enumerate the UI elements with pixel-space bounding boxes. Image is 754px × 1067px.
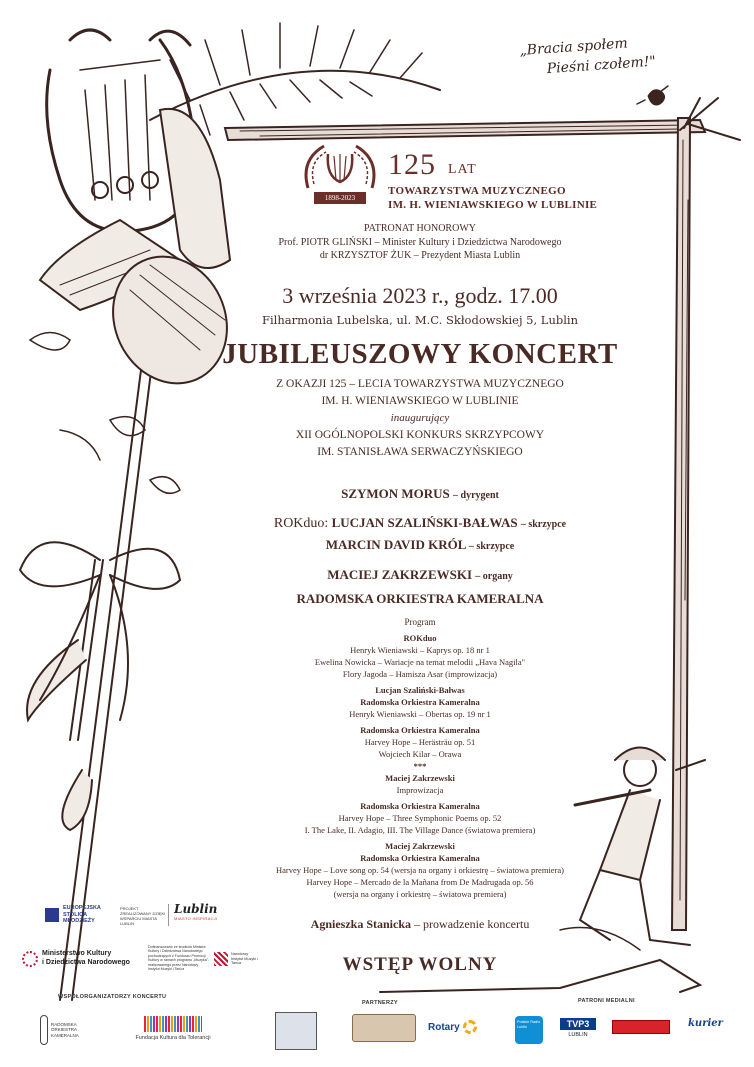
program-line: Harvey Hope – Love song op. 54 (wersja na organy i orkiestrę – światowa premiera) <box>275 865 565 875</box>
nimit-logo <box>214 952 264 966</box>
rokduo-label: ROKduo: <box>273 516 329 531</box>
nimit-icon <box>214 952 228 966</box>
subtitle-line-4: XII OGÓLNOPOLSKI KONKURS SKRZYPCOWY <box>295 429 545 441</box>
violin-2-role: – skrzypce <box>468 541 515 552</box>
ministry-line-1: Ministerstwo Kultury <box>42 950 112 957</box>
kurier-logo: kurier <box>688 1018 723 1029</box>
program-title: Program <box>404 617 436 627</box>
motto-line-1: „Bracia społem <box>518 35 629 59</box>
concert-subtitle <box>200 376 640 461</box>
media-patrons-heading: PATRONI MEDIALNI <box>578 998 635 1004</box>
coorganizers-heading: WSPÓŁORGANIZATORZY KONCERTU <box>58 994 167 1000</box>
violin-icon <box>40 1015 48 1045</box>
tvp3-logo <box>560 1018 596 1038</box>
performer-violin-1 <box>200 515 640 532</box>
program-line: ROKduo <box>403 633 437 643</box>
ministry-line-2: i Dziedzictwa Narodowego <box>42 958 130 966</box>
ministry-logo <box>22 950 142 967</box>
subtitle-line-2: IM. H. WIENIAWSKIEGO W LUBLINIE <box>321 395 519 407</box>
partner-winery-logo <box>352 1014 416 1042</box>
lublin-tagline: MIASTO INSPIRACJI <box>174 916 218 921</box>
program-line: Radomska Orkiestra Kameralna <box>360 725 480 735</box>
motto-line-2: Pieśni czołem!" <box>546 53 657 78</box>
program-line: Radomska Orkiestra Kameralna <box>360 853 480 863</box>
program-line: Maciej Zakrzewski <box>385 773 455 783</box>
roe-logo <box>40 1015 90 1045</box>
event-datetime: 3 września 2023 r., godz. 17.00 <box>282 283 558 308</box>
esk-line-1: EUROPEJSKA <box>63 905 101 911</box>
fundacja-logo <box>128 1016 218 1041</box>
fundacja-name: Fundacja Kultura dla Tolerancji <box>135 1035 211 1041</box>
roe-line-3: KAMERALNA <box>51 1032 79 1038</box>
tvp3-name: TVP3 <box>560 1018 596 1030</box>
organ-role: – organy <box>475 571 513 582</box>
program-line: (wersja na organy i orkiestrę – światowa premiera) <box>333 889 507 899</box>
program-line: Ewelina Nowicka – Wariacje na temat melodii „Hava Nagila" <box>314 657 526 667</box>
subtitle-line-3: inaugurujący <box>390 412 450 424</box>
logo-divider <box>168 904 169 926</box>
polskie-radio-logo: Polskie Radio Lublin <box>515 1016 543 1044</box>
subtitle-line-5: IM. STANISŁAWA SERWACZYŃSKIEGO <box>317 446 523 458</box>
program-line: Henryk Wieniawski – Kaprys op. 18 nr 1 <box>350 645 490 655</box>
patronage-heading: PATRONAT HONOROWY <box>364 223 476 234</box>
program-line: Lucjan Szaliński-Bałwas <box>375 685 465 695</box>
esk-line-3: MŁODZIEŻY <box>63 918 95 924</box>
anniversary-society-line-2: IM. H. WIENIAWSKIEGO W LUBLINIE <box>388 199 598 211</box>
subtitle-line-1: Z OKAZJI 125 – LECIA TOWARZYSTWA MUZYCZNEGO <box>276 378 564 390</box>
program-list <box>200 632 640 900</box>
patronage-line-2: dr KRZYSZTOF ŻUK – Prezydent Miasta Lublin <box>319 250 521 261</box>
rotary-logo <box>428 1020 477 1034</box>
concert-title: JUBILEUSZOWY KONCERT <box>222 338 618 370</box>
conductor-name: SZYMON MORUS <box>341 486 450 501</box>
program-line: I. The Lake, II. Adagio, III. The Village Dance (światowa premiera) <box>304 825 536 835</box>
tvp3-city: LUBLIN <box>568 1032 588 1038</box>
program-block <box>200 616 640 900</box>
program-line: Improwizacja <box>396 785 444 795</box>
esk-flag-icon <box>45 908 59 922</box>
rotary-name: Rotary <box>428 1021 460 1033</box>
palm-leaf-drawing <box>150 23 440 135</box>
performer-orchestra <box>200 591 640 607</box>
program-line: Wojciech Kilar – Orawa <box>378 749 462 759</box>
violin-1-role: – skrzypce <box>520 519 567 530</box>
project-city-support: PROJEKT ZREALIZOWANY DZIĘKI WSPARCIU MIASTA LUBLIN <box>120 906 166 926</box>
program-line: Radomska Orkiestra Kameralna <box>360 801 480 811</box>
event-venue: Filharmonia Lubelska, ul. M.C. Skłodowskiej 5, Lublin <box>262 313 578 327</box>
horn-bottom <box>62 770 92 830</box>
funding-note: Dofinansowano ze środków Ministra Kultury i Dziedzictwa Narodowego pochodzących z Funduszu Promocji Kultury w ramach programu „Muzyka", realizowanego przez Narodowy Instytut Muzyki i Tańca <box>148 945 209 972</box>
partner-school-logo <box>275 1012 317 1050</box>
program-line: Harvey Hope – Mercado de la Mañana from De Madrugada op. 56 <box>306 877 534 887</box>
radio-station-logo <box>612 1020 670 1034</box>
partners-heading: PARTNERZY <box>362 1000 398 1006</box>
conductor-role: – dyrygent <box>453 490 499 501</box>
esk-logo <box>45 905 115 925</box>
patronage-block <box>250 222 590 263</box>
performer-organ <box>200 567 640 583</box>
program-line: Flory Jagoda – Hamisza Asar (improwizacja) <box>342 669 498 679</box>
anniversary-number: 125 <box>388 148 436 181</box>
violin-2-name: MARCIN DAVID KRÓL <box>325 537 466 552</box>
orchestra-name: RADOMSKA ORKIESTRA KAMERALNA <box>296 591 544 606</box>
host-name: Agnieszka Stanicka <box>310 917 412 931</box>
roe-line-1: RADOMSKA <box>51 1021 77 1027</box>
violin-1-name: LUCJAN SZALIŃSKI-BAŁWAS <box>331 515 518 530</box>
program-line: Harvey Hope – Three Symphonic Poems op. 52 <box>338 813 502 823</box>
performer-conductor <box>200 486 640 502</box>
bird-drawing <box>637 86 668 105</box>
nimit-name: Narodowy Instytut Muzyki i Tańca <box>231 952 259 966</box>
program-line: Radomska Orkiestra Kameralna <box>360 697 480 707</box>
anniversary-society-line-1: TOWARZYSTWA MUZYCZNEGO <box>388 185 566 197</box>
patronage-line-1: Prof. PIOTR GLIŃSKI – Minister Kultury i Dziedzictwa Narodowego <box>278 236 562 248</box>
fundacja-bars-icon <box>144 1016 202 1032</box>
ministry-emblem-icon <box>22 951 38 967</box>
anniversary-word: LAT <box>448 162 477 177</box>
esk-line-2: STOLICA <box>63 911 88 918</box>
lublin-logo <box>174 902 234 921</box>
free-entry: WSTĘP WOLNY <box>342 954 498 975</box>
host-role: – prowadzenie koncertu <box>414 917 530 931</box>
program-line: Maciej Zakrzewski <box>385 841 455 851</box>
lublin-name: Lublin <box>174 902 218 916</box>
program-line: *** <box>413 761 427 771</box>
program-line: Henryk Wieniawski – Obertas op. 19 nr 1 <box>349 709 491 719</box>
host-line <box>200 917 640 932</box>
anniversary-years: 1898-2023 <box>324 194 356 202</box>
roe-line-2: ORKIESTRA <box>51 1027 78 1033</box>
program-line: Harvey Hope – Herästräu op. 51 <box>364 737 476 747</box>
performer-violin-2 <box>200 537 640 553</box>
rotary-wheel-icon <box>463 1020 477 1034</box>
organ-name: MACIEJ ZAKRZEWSKI <box>327 567 473 582</box>
horn-left <box>27 640 86 720</box>
